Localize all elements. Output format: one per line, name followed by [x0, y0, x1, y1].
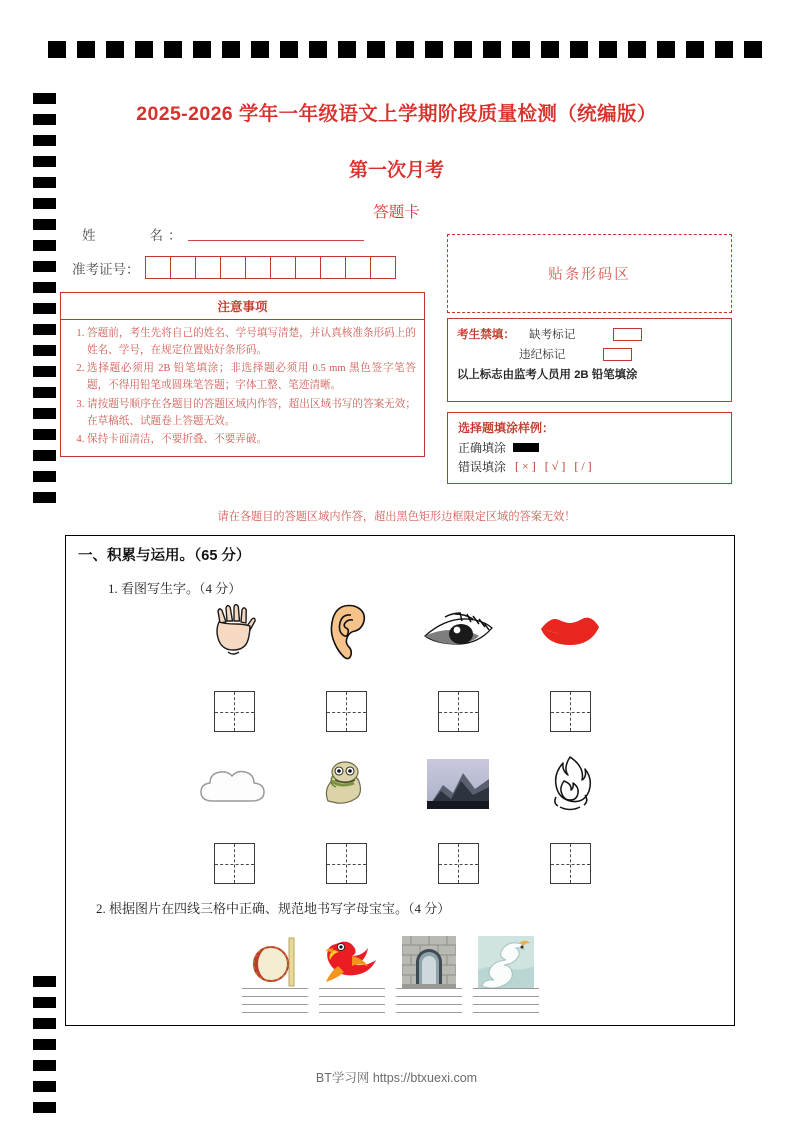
wrong-fill-label: 错误填涂	[458, 460, 507, 474]
timing-mark	[744, 41, 762, 58]
fourline-rule	[242, 996, 308, 1004]
hand-icon	[178, 601, 290, 661]
fourline-rule	[319, 996, 385, 1004]
timing-mark	[33, 450, 56, 461]
tianzige-cell-wrap	[402, 691, 514, 732]
timing-mark	[512, 41, 530, 58]
fire-icon	[514, 754, 626, 814]
exam-number-cell[interactable]	[321, 257, 346, 278]
tianzige-cell[interactable]	[326, 691, 367, 732]
notice-heading: 注意事项	[61, 293, 424, 320]
tianzige-cell-wrap	[514, 691, 626, 732]
timing-mark	[570, 41, 588, 58]
timing-mark	[48, 41, 66, 58]
notice-box	[60, 292, 425, 457]
tianzige-row-1	[178, 691, 626, 732]
fourline-rule	[242, 1004, 308, 1012]
exam-number-cell[interactable]	[171, 257, 196, 278]
fourline-wrap	[467, 988, 544, 1013]
timing-mark	[33, 261, 56, 272]
tianzige-cell-wrap	[290, 691, 402, 732]
fourline-rule	[319, 988, 385, 996]
fourline-wrap	[390, 988, 467, 1013]
timing-mark	[33, 471, 56, 482]
question-2-text: 2. 根据图片在四线三格中正确、规范地书写字母宝宝。（4 分）	[96, 901, 451, 916]
timing-mark	[33, 324, 56, 335]
fourline-grid[interactable]	[242, 988, 308, 1013]
fourline-rule	[396, 996, 462, 1004]
absent-mark-row	[457, 326, 722, 342]
name-field-row	[82, 224, 364, 244]
proctor-title: 考生禁填：	[457, 328, 515, 341]
timing-mark	[33, 345, 56, 356]
absent-mark-label: 缺考标记	[528, 328, 576, 341]
timing-mark	[193, 41, 211, 58]
fourline-grid[interactable]	[319, 988, 385, 1013]
name-label: 姓 名	[82, 228, 172, 243]
name-colon: ：	[168, 228, 182, 243]
timing-mark	[33, 976, 56, 987]
fourline-rule	[473, 1012, 539, 1013]
tianzige-row-2	[178, 843, 626, 884]
timing-mark	[222, 41, 240, 58]
tianzige-cell-wrap	[178, 843, 290, 884]
gate-icon	[390, 932, 467, 992]
timing-mark	[657, 41, 675, 58]
proctor-marking-box	[447, 318, 732, 402]
correct-fill-label: 正确填涂	[458, 441, 507, 455]
notice-body	[61, 320, 424, 456]
mountain-icon	[402, 754, 514, 814]
notice-item: 4. 保持卡面清洁，不要折叠、不要弄破。	[87, 431, 416, 448]
tianzige-cell[interactable]	[326, 843, 367, 884]
violation-mark-bubble[interactable]	[603, 348, 632, 361]
exam-number-boxes[interactable]	[145, 256, 396, 279]
timing-mark	[396, 41, 414, 58]
timing-mark	[33, 1039, 56, 1050]
correct-fill-row	[458, 439, 731, 456]
timing-mark	[338, 41, 356, 58]
tianzige-cell[interactable]	[438, 691, 479, 732]
timing-mark	[33, 492, 56, 503]
violation-mark-row	[457, 346, 722, 362]
tianzige-cell[interactable]	[438, 843, 479, 884]
timing-mark	[251, 41, 269, 58]
correct-fill-swatch	[513, 443, 539, 452]
picture-row-2	[178, 754, 626, 814]
timing-mark	[33, 997, 56, 1008]
question-1-text: 1. 看图写生字。（4 分）	[108, 581, 242, 596]
fourline-rule	[319, 1004, 385, 1012]
site-watermark: BT学习网 https://btxuexi.com	[315, 1071, 478, 1085]
timing-mark	[280, 41, 298, 58]
name-input-line[interactable]	[188, 240, 364, 241]
timing-mark	[33, 387, 56, 398]
picture-row-3	[236, 932, 544, 992]
fourline-rule	[473, 996, 539, 1004]
section-title: 一、积累与运用。（65 分）	[78, 548, 251, 564]
timing-mark	[33, 429, 56, 440]
exam-number-row	[72, 256, 396, 279]
timing-mark	[541, 41, 559, 58]
timing-mark	[715, 41, 733, 58]
violation-mark-label: 违纪标记	[519, 348, 566, 361]
timing-mark	[599, 41, 617, 58]
timing-mark	[77, 41, 95, 58]
dragon-icon	[467, 932, 544, 992]
wrong-fill-marks: [×] [√] [/]	[515, 459, 595, 473]
exam-number-cell[interactable]	[296, 257, 321, 278]
timing-mark	[33, 1102, 56, 1113]
timing-mark	[425, 41, 443, 58]
insect-icon	[290, 754, 402, 814]
fourline-grid[interactable]	[473, 988, 539, 1013]
exam-number-cell[interactable]	[196, 257, 221, 278]
picture-row-1	[178, 601, 626, 661]
exam-number-cell[interactable]	[221, 257, 246, 278]
tianzige-cell[interactable]	[550, 843, 591, 884]
timing-mark	[367, 41, 385, 58]
timing-mark	[135, 41, 153, 58]
fourline-rule	[242, 988, 308, 996]
timing-mark	[628, 41, 646, 58]
fourline-rule	[396, 1004, 462, 1012]
notice-item: 3. 请按题号顺序在各题目的答题区域内作答，超出区域书写的答案无效；在草稿纸、试题卷上答题无效。	[87, 396, 416, 430]
timing-mark	[309, 41, 327, 58]
fourline-grid-row[interactable]	[236, 988, 544, 1013]
mouth-icon	[514, 601, 626, 661]
wrong-fill-row	[458, 458, 731, 475]
tianzige-cell-wrap	[514, 843, 626, 884]
fill-sample-heading: 选择题填涂样例：	[458, 421, 555, 435]
exam-number-cell[interactable]	[246, 257, 271, 278]
absent-mark-bubble[interactable]	[613, 328, 642, 341]
fourline-rule	[242, 1012, 308, 1013]
fourline-wrap	[313, 988, 390, 1013]
exam-number-cell[interactable]	[271, 257, 296, 278]
area-warning-text: 请在各题目的答题区域内作答，超出黑色矩形边框限定区域的答案无效！	[217, 511, 576, 523]
fourline-wrap	[236, 988, 313, 1013]
fourline-rule	[473, 1004, 539, 1012]
fourline-rule	[396, 1012, 462, 1013]
exam-number-cell[interactable]	[346, 257, 371, 278]
timing-marks-top	[48, 41, 773, 58]
ear-icon	[290, 601, 402, 661]
drum-icon	[236, 932, 313, 992]
answer-card-label: 答题卡	[373, 204, 420, 221]
timing-mark	[106, 41, 124, 58]
timing-mark	[164, 41, 182, 58]
barcode-paste-area	[447, 234, 732, 313]
timing-mark	[483, 41, 501, 58]
fourline-rule	[319, 1012, 385, 1013]
fill-sample-box	[447, 412, 732, 484]
timing-marks-left-lower	[33, 976, 56, 1123]
timing-mark	[33, 408, 56, 419]
tianzige-cell[interactable]	[214, 691, 255, 732]
exam-number-label: 准考证号：	[72, 261, 140, 277]
timing-mark	[33, 135, 56, 146]
timing-mark	[454, 41, 472, 58]
exam-number-cell[interactable]	[146, 257, 171, 278]
tianzige-cell-wrap	[178, 691, 290, 732]
exam-number-cell[interactable]	[371, 257, 395, 278]
notice-item: 2. 选择题必须用 2B 铅笔填涂；非选择题必须用 0.5 mm 黑色签字笔答题，不得用铅笔或圆珠笔答题；字体工整、笔迹清晰。	[87, 360, 416, 394]
tianzige-cell-wrap	[290, 843, 402, 884]
tianzige-cell-wrap	[402, 843, 514, 884]
eye-icon	[402, 601, 514, 661]
page-subtitle: 第一次月考	[348, 160, 444, 181]
barcode-label: 贴条形码区	[548, 267, 631, 283]
phoenix-icon	[313, 932, 390, 992]
timing-mark	[686, 41, 704, 58]
fourline-grid[interactable]	[396, 988, 462, 1013]
notice-item: 1. 答题前，考生先将自己的姓名、学号填写清楚，并认真核准条形码上的姓名、学号，在规定位置贴好条形码。	[87, 325, 416, 359]
fourline-rule	[473, 988, 539, 996]
timing-mark	[33, 1018, 56, 1029]
timing-mark	[33, 303, 56, 314]
tianzige-cell[interactable]	[214, 843, 255, 884]
page-title: 2025-2026 学年一年级语文上学期阶段质量检测（统编版）	[136, 103, 657, 125]
cloud-icon	[178, 754, 290, 814]
answer-region-box	[65, 535, 735, 1026]
timing-mark	[33, 366, 56, 377]
fourline-rule	[396, 988, 462, 996]
timing-mark	[33, 240, 56, 251]
tianzige-cell[interactable]	[550, 691, 591, 732]
timing-mark	[33, 282, 56, 293]
proctor-note: 以上标志由监考人员用 2B 铅笔填涂	[457, 369, 638, 381]
